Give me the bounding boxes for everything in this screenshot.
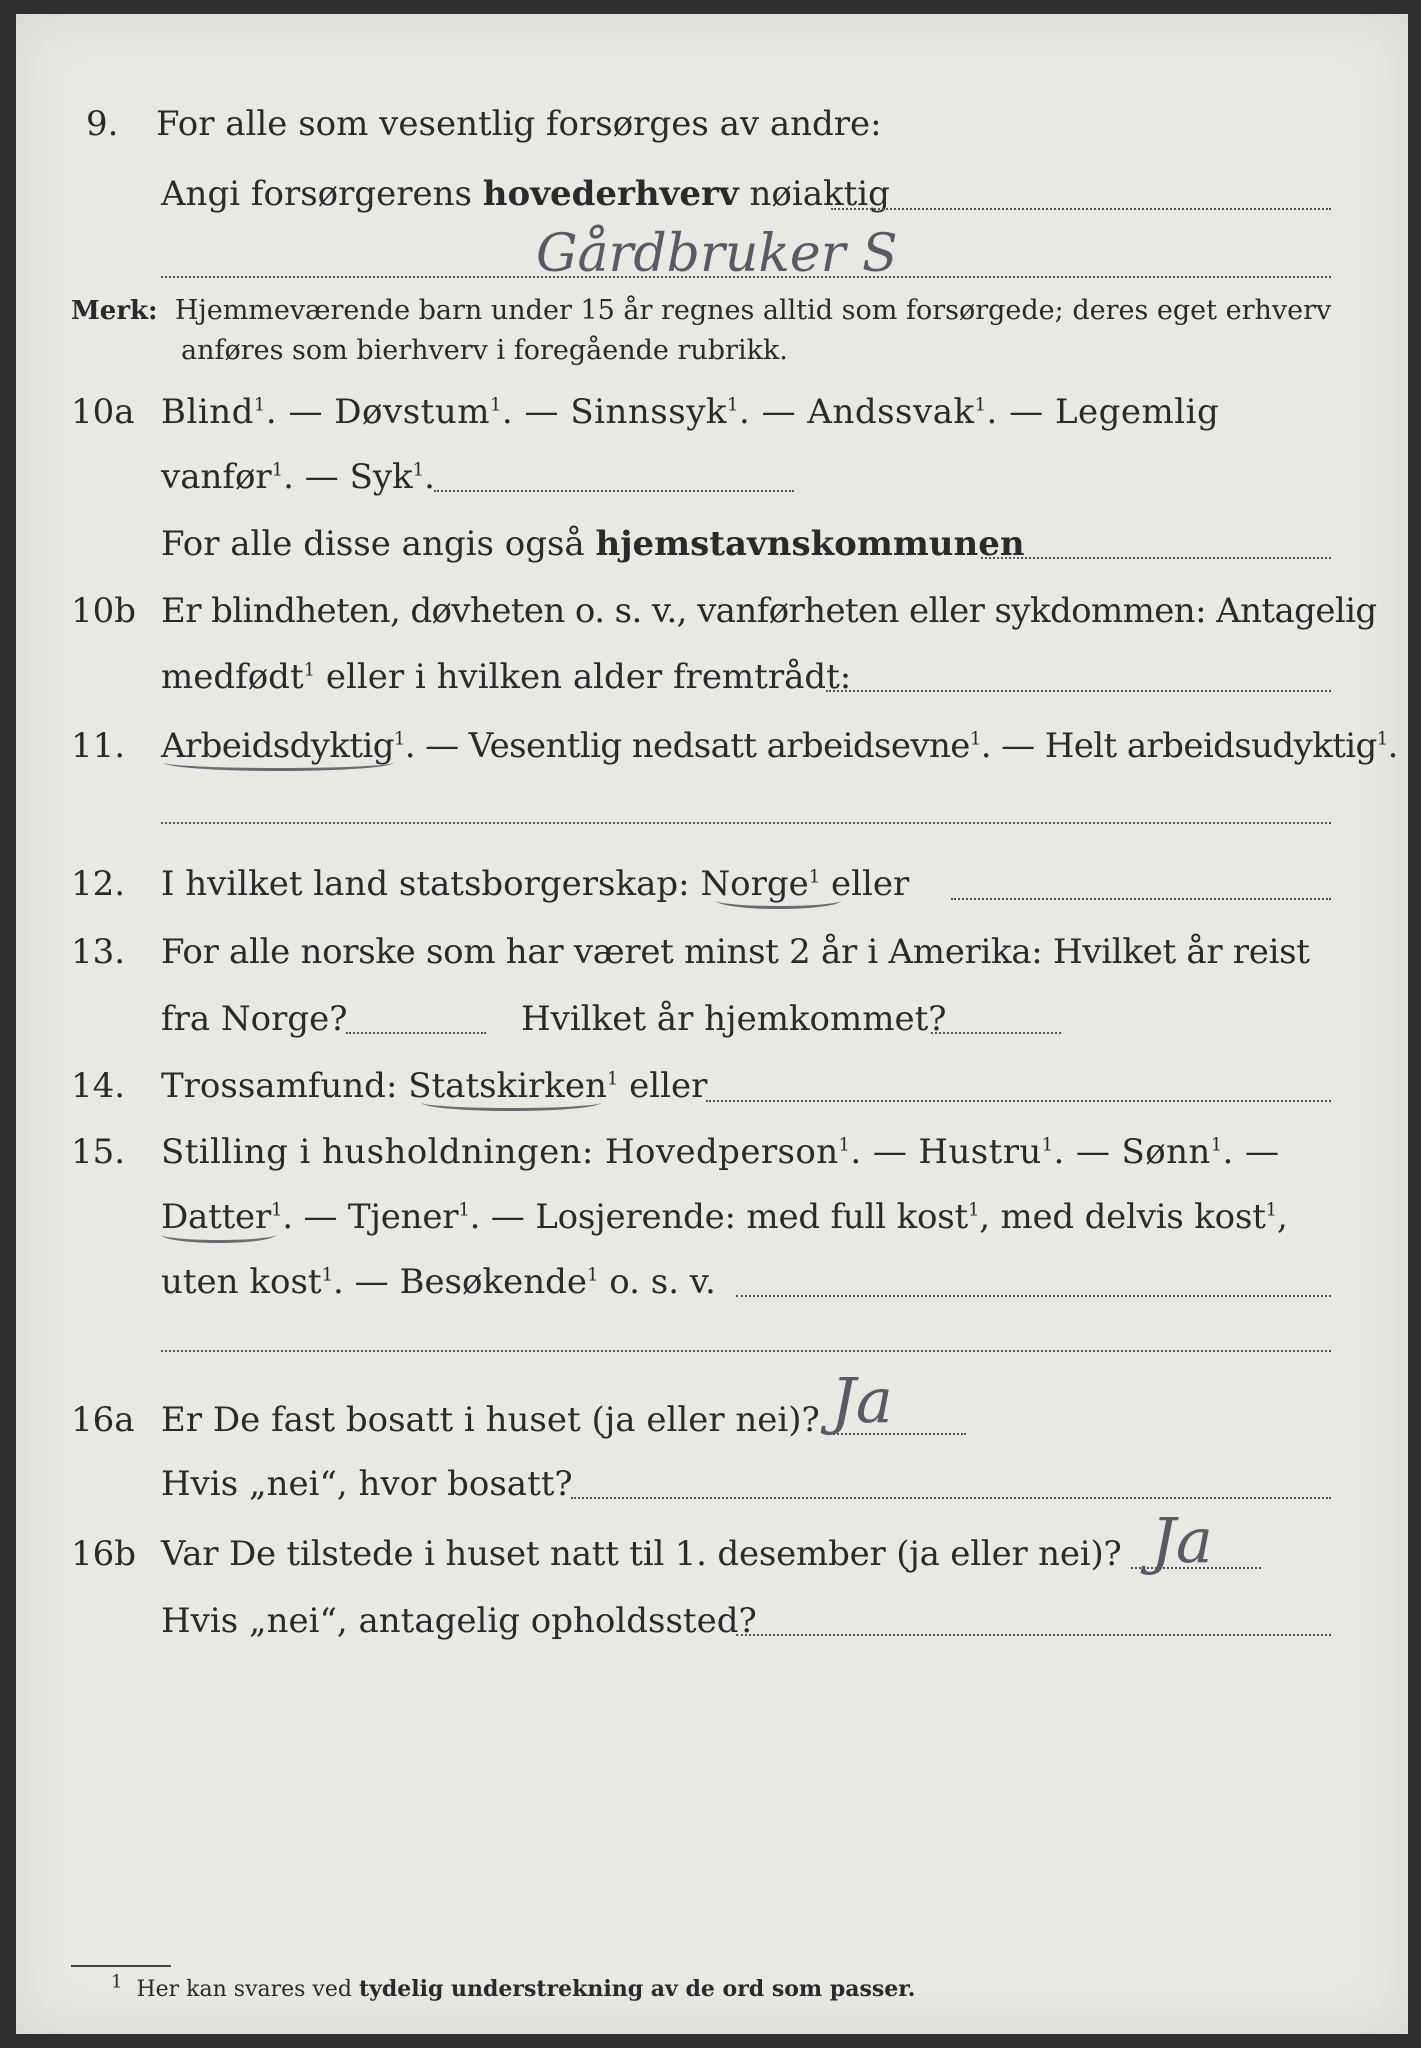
census-form-page — [16, 14, 1408, 2034]
q10a-line3: For alle disse angis også hjemstavnskommunen — [161, 524, 1025, 564]
q10b-line1: Er blindheten, døvheten o. s. v., vanførheten eller sykdommen: Antagelig — [161, 591, 1377, 631]
q10a-line1: Blind$^1$. — Døvstum$^1$. — Sinnssyk$^1$. — Andssvak$^1$. — Legemlig — [161, 392, 1220, 432]
q12-norge-underline — [716, 892, 841, 909]
q10b-line2: medfødt$^1$ eller i hvilken alder fremtrådt: — [161, 657, 852, 697]
q10a-line2: vanfør$^1$. — Syk$^1$. — [161, 457, 435, 497]
q16a-number: 16a — [71, 1400, 135, 1440]
q13-dotted-line-1 — [346, 1032, 486, 1034]
q10a-number: 10a — [71, 392, 135, 432]
q11-arbeidsdyktig-underline — [164, 754, 394, 771]
q9-handwritten-answer: Gårdbruker S — [536, 224, 898, 284]
q16b-line2: Hvis „nei“, antagelig opholdssted? — [161, 1601, 757, 1641]
q16b-number: 16b — [71, 1534, 137, 1574]
q15-line2: Datter$^1$. — Tjener$^1$. — Losjerende: med full kost$^1$, med delvis kost$^1$, — [161, 1197, 1288, 1237]
q9-dotted-line-1 — [831, 208, 1331, 210]
q16a-dotted-line-2 — [571, 1497, 1331, 1499]
q13-dotted-line-2 — [931, 1032, 1061, 1034]
merk-note-line2: anføres som bierhverv i foregående rubrikk. — [181, 335, 788, 366]
q15-number: 15. — [71, 1132, 126, 1172]
q12-number: 12. — [71, 864, 126, 904]
q11-dotted-line — [161, 822, 1331, 824]
q16a-line1: Er De fast bosatt i huset (ja eller nei)? — [161, 1400, 820, 1440]
q13-line2b: Hvilket år hjemkommet? — [521, 999, 947, 1039]
footnote-rule — [71, 1965, 171, 1967]
q14-statskirken-underline — [421, 1094, 601, 1111]
q11-number: 11. — [71, 726, 126, 766]
q9-prompt: Angi forsørgerens hovederhverv nøiaktig — [161, 174, 890, 214]
merk-note-line1: Merk: Hjemmeværende barn under 15 år regnes alltid som forsørgede; deres eget erhverv — [71, 295, 1332, 326]
q11-line: Arbeidsdyktig$^1$. — Vesentlig nedsatt arbeidsevne$^1$. — Helt arbeidsudyktig$^1$. — [161, 726, 1398, 766]
q16a-handwritten-answer: Ja — [831, 1364, 893, 1437]
q14-line: Trossamfund: Statskirken$^1$ eller — [161, 1066, 708, 1106]
q12-dotted-line — [951, 898, 1331, 900]
q15-datter-underline — [161, 1226, 276, 1243]
q14-number: 14. — [71, 1066, 126, 1106]
footnote: $^1$ Her kan svares ved tydelig understrekning av de ord som passer. — [111, 1971, 916, 2002]
q9-title: For alle som vesentlig forsørges av andre: — [156, 104, 882, 144]
q10b-number: 10b — [71, 591, 137, 631]
q10a-dotted-line-1 — [434, 490, 794, 492]
q13-line2a: fra Norge? — [161, 999, 348, 1039]
q15-line3: uten kost$^1$. — Besøkende$^1$ o. s. v. — [161, 1262, 716, 1302]
q15-dotted-line-1 — [736, 1295, 1331, 1297]
q16a-line2: Hvis „nei“, hvor bosatt? — [161, 1464, 573, 1504]
q14-dotted-line — [706, 1100, 1331, 1102]
q16b-handwritten-answer: Ja — [1151, 1504, 1213, 1577]
q12-line: I hvilket land statsborgerskap: Norge$^1$ eller — [161, 864, 910, 904]
q9-number: 9. — [86, 104, 119, 144]
q10b-dotted-line — [826, 690, 1331, 692]
q15-dotted-line-2 — [161, 1350, 1331, 1352]
q15-line1: Stilling i husholdningen: Hovedperson$^1$. — Hustru$^1$. — Sønn$^1$. — — [161, 1132, 1280, 1172]
q16b-dotted-line-2 — [736, 1634, 1331, 1636]
q16b-line1: Var De tilstede i huset natt til 1. desember (ja eller nei)? — [161, 1534, 1122, 1574]
q13-line1: For alle norske som har været minst 2 år i Amerika: Hvilket år reist — [161, 932, 1310, 972]
q10a-dotted-line-2 — [981, 557, 1331, 559]
q9-dotted-line-2 — [161, 276, 1331, 278]
q13-number: 13. — [71, 932, 126, 972]
